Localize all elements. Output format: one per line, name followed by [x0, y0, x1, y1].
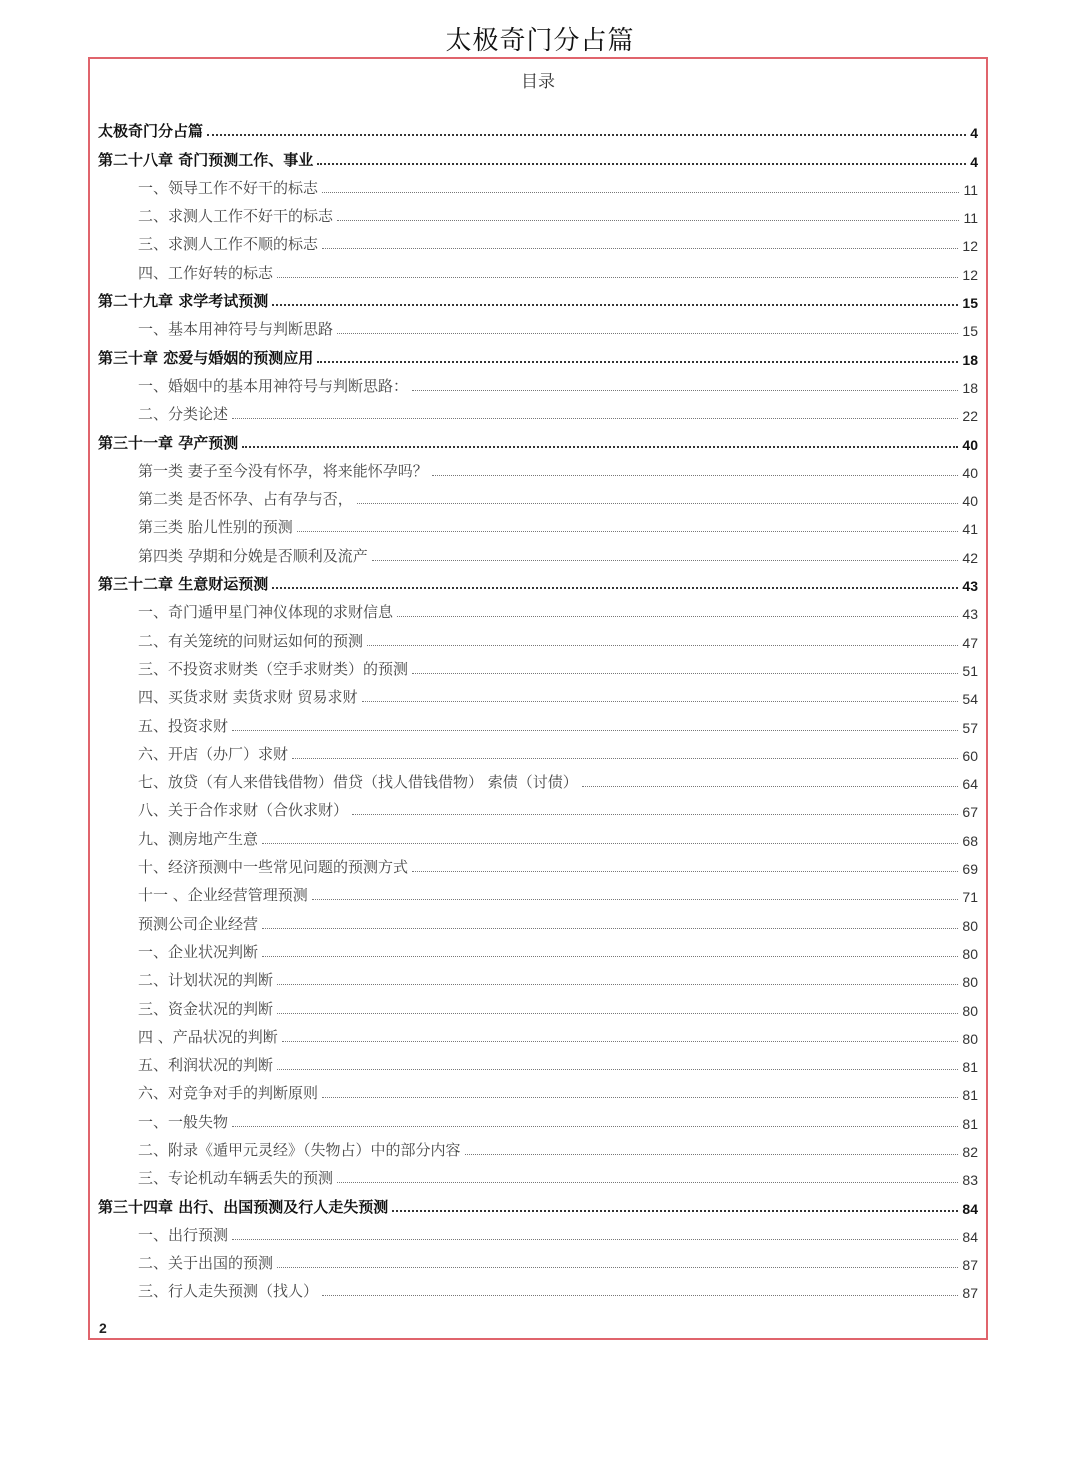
- toc-entry-label: 第二十九章 求学考试预测: [98, 292, 269, 311]
- toc-entry-label: 二、有关笼统的问财运如何的预测: [138, 631, 364, 650]
- toc-dot-leader: [292, 758, 958, 759]
- toc-entry-page: 22: [962, 408, 978, 425]
- toc-entry-page: 81: [962, 1115, 978, 1132]
- toc-section-entry[interactable]: [98, 1078, 978, 1106]
- toc-entry-label: 第三十章 恋爱与婚姻的预测应用: [98, 348, 314, 367]
- toc-dot-leader: [322, 1097, 958, 1098]
- toc-entry-page: 81: [962, 1087, 978, 1104]
- toc-entry-label: 四 、产品状况的判断: [138, 1027, 278, 1046]
- toc-dot-leader: [277, 1013, 958, 1014]
- toc-dot-leader: [465, 1154, 959, 1155]
- toc-entry-page: 82: [962, 1143, 978, 1160]
- toc-dot-leader: [242, 446, 958, 448]
- toc-chapter-entry[interactable]: [98, 342, 978, 370]
- toc-entry-label: 十、经济预测中一些常见问题的预测方式: [138, 858, 409, 877]
- toc-entry-label: 一、奇门遁甲星门神仪体现的求财信息: [138, 603, 394, 622]
- toc-section-entry[interactable]: [98, 654, 978, 682]
- toc-entry-page: 84: [962, 1228, 978, 1245]
- toc-dot-leader: [337, 220, 959, 221]
- toc-entry-label: 第二十八章 奇门预测工作、事业: [98, 150, 314, 169]
- toc-entry-page: 69: [962, 861, 978, 878]
- toc-entry-label: 十一 、企业经营管理预测: [138, 886, 308, 905]
- toc-entry-label: 四、买货求财 卖货求财 贸易求财: [138, 688, 358, 707]
- toc-section-entry[interactable]: [98, 540, 978, 568]
- toc-entry-label: 一、婚姻中的基本用神符号与判断思路：: [138, 376, 409, 395]
- toc-section-entry[interactable]: [98, 1163, 978, 1191]
- document-title: 太极奇门分占篇: [445, 26, 635, 56]
- toc-list: [98, 116, 978, 1304]
- toc-dot-leader: [397, 616, 958, 617]
- toc-entry-page: 80: [962, 917, 978, 934]
- toc-dot-leader: [412, 871, 958, 872]
- toc-dot-leader: [277, 1069, 958, 1070]
- toc-entry-page: 83: [962, 1172, 978, 1189]
- toc-entry-page: 12: [962, 266, 978, 283]
- toc-section-entry[interactable]: [98, 908, 978, 936]
- toc-chapter-entry[interactable]: [98, 116, 978, 144]
- toc-entry-label: 二、关于出国的预测: [138, 1254, 274, 1273]
- toc-dot-leader: [337, 1182, 958, 1183]
- toc-entry-page: 80: [962, 1030, 978, 1047]
- toc-entry-label: 一、企业状况判断: [138, 942, 259, 961]
- toc-entry-label: 第三十一章 孕产预测: [98, 433, 239, 452]
- toc-section-entry[interactable]: [98, 937, 978, 965]
- toc-entry-label: 第四类 孕期和分娩是否顺利及流产: [138, 546, 368, 565]
- toc-dot-leader: [362, 701, 959, 702]
- toc-entry-page: 4: [970, 153, 978, 170]
- toc-dot-leader: [207, 134, 966, 136]
- toc-entry-page: 40: [962, 436, 978, 453]
- toc-chapter-entry[interactable]: [98, 427, 978, 455]
- toc-entry-label: 八、关于合作求财（合伙求财）: [138, 801, 349, 820]
- toc-section-entry[interactable]: [98, 682, 978, 710]
- toc-entry-page: 81: [962, 1059, 978, 1076]
- toc-section-entry[interactable]: [98, 201, 978, 229]
- toc-dot-leader: [282, 1041, 959, 1042]
- toc-section-entry[interactable]: [98, 1276, 978, 1304]
- toc-dot-leader: [412, 390, 958, 391]
- toc-entry-label: 一、基本用神符号与判断思路: [138, 320, 334, 339]
- toc-dot-leader: [232, 730, 958, 731]
- toc-dot-leader: [232, 418, 958, 419]
- toc-dot-leader: [232, 1126, 958, 1127]
- toc-entry-label: 第三十四章 出行、出国预测及行人走失预测: [98, 1197, 389, 1216]
- toc-entry-page: 15: [962, 295, 978, 312]
- toc-dot-leader: [412, 673, 958, 674]
- toc-dot-leader: [277, 984, 958, 985]
- toc-section-entry[interactable]: [98, 314, 978, 342]
- toc-entry-label: 太极奇门分占篇: [98, 122, 204, 141]
- toc-entry-label: 预测公司企业经营: [138, 914, 259, 933]
- toc-section-entry[interactable]: [98, 456, 978, 484]
- toc-entry-page: 87: [962, 1285, 978, 1302]
- toc-dot-leader: [312, 899, 959, 900]
- toc-dot-leader: [262, 928, 958, 929]
- toc-entry-page: 11: [963, 181, 978, 198]
- toc-dot-leader: [232, 1239, 958, 1240]
- toc-section-entry[interactable]: [98, 852, 978, 880]
- toc-dot-leader: [297, 531, 959, 532]
- toc-entry-label: 六、开店（办厂）求财: [138, 744, 289, 763]
- toc-entry-label: 第一类 妻子至今没有怀孕，将来能怀孕吗？: [138, 461, 428, 480]
- toc-entry-label: 二、附录《遁甲元灵经》（失物占）中的部分内容: [138, 1140, 461, 1159]
- toc-entry-page: 47: [962, 634, 978, 651]
- toc-section-entry[interactable]: [98, 710, 978, 738]
- toc-dot-leader: [322, 248, 958, 249]
- toc-section-entry[interactable]: [98, 597, 978, 625]
- toc-entry-label: 五、利润状况的判断: [138, 1056, 274, 1075]
- toc-entry-page: 60: [962, 747, 978, 764]
- toc-dot-leader: [357, 503, 959, 504]
- toc-entry-label: 一、领导工作不好干的标志: [138, 178, 319, 197]
- toc-entry-page: 80: [962, 1002, 978, 1019]
- toc-section-entry[interactable]: [98, 1220, 978, 1248]
- toc-section-entry[interactable]: [98, 484, 978, 512]
- toc-section-entry[interactable]: [98, 1050, 978, 1078]
- toc-entry-page: 11: [963, 210, 978, 227]
- toc-entry-label: 九、测房地产生意: [138, 829, 259, 848]
- toc-dot-leader: [277, 1267, 958, 1268]
- toc-entry-page: 41: [962, 521, 978, 538]
- toc-entry-label: 三、专论机动车辆丢失的预测: [138, 1169, 334, 1188]
- toc-entry-page: 12: [962, 238, 978, 255]
- toc-chapter-entry[interactable]: [98, 144, 978, 172]
- toc-section-entry[interactable]: [98, 1135, 978, 1163]
- toc-entry-label: 第三十二章 生意财运预测: [98, 575, 269, 594]
- toc-dot-leader: [317, 163, 966, 165]
- toc-dot-leader: [582, 786, 959, 787]
- toc-section-entry[interactable]: [98, 399, 978, 427]
- toc-entry-page: 68: [962, 832, 978, 849]
- toc-entry-page: 71: [962, 889, 978, 906]
- toc-dot-leader: [432, 475, 959, 476]
- toc-entry-label: 第三类 胎儿性别的预测: [138, 518, 293, 537]
- toc-chapter-entry[interactable]: [98, 569, 978, 597]
- toc-dot-leader: [372, 560, 959, 561]
- toc-entry-page: 4: [970, 125, 978, 142]
- toc-entry-page: 42: [962, 549, 978, 566]
- toc-section-entry[interactable]: [98, 739, 978, 767]
- toc-entry-label: 四、工作好转的标志: [138, 263, 274, 282]
- toc-entry-label: 三、求测人工作不顺的标志: [138, 235, 319, 254]
- toc-entry-page: 54: [962, 691, 978, 708]
- toc-entry-page: 64: [962, 776, 978, 793]
- toc-dot-leader: [352, 814, 958, 815]
- toc-dot-leader: [262, 843, 958, 844]
- page-frame: [88, 57, 988, 1340]
- toc-entry-page: 80: [962, 945, 978, 962]
- toc-entry-label: 六、对竞争对手的判断原则: [138, 1084, 319, 1103]
- toc-section-entry[interactable]: [98, 880, 978, 908]
- toc-entry-page: 18: [962, 351, 978, 368]
- toc-entry-page: 43: [962, 606, 978, 623]
- toc-section-entry[interactable]: [98, 625, 978, 653]
- toc-dot-leader: [277, 277, 958, 278]
- toc-entry-label: 二、求测人工作不好干的标志: [138, 207, 334, 226]
- toc-section-entry[interactable]: [98, 173, 978, 201]
- toc-dot-leader: [322, 1295, 958, 1296]
- toc-entry-page: 43: [962, 578, 978, 595]
- toc-entry-page: 51: [962, 662, 978, 679]
- toc-entry-label: 一、出行预测: [138, 1225, 229, 1244]
- toc-entry-page: 18: [962, 379, 978, 396]
- toc-entry-label: 五、投资求财: [138, 716, 229, 735]
- toc-section-entry[interactable]: [98, 229, 978, 257]
- toc-dot-leader: [392, 1210, 958, 1212]
- toc-entry-page: 87: [962, 1257, 978, 1274]
- toc-section-entry[interactable]: [98, 1248, 978, 1276]
- toc-entry-page: 80: [962, 974, 978, 991]
- toc-chapter-entry[interactable]: [98, 1191, 978, 1219]
- toc-section-entry[interactable]: [98, 1022, 978, 1050]
- toc-heading: 目录: [521, 72, 555, 92]
- toc-section-entry[interactable]: [98, 993, 978, 1021]
- toc-entry-page: 84: [962, 1200, 978, 1217]
- toc-dot-leader: [272, 304, 958, 306]
- toc-entry-label: 三、行人走失预测（找人）: [138, 1282, 319, 1301]
- toc-dot-leader: [317, 361, 958, 363]
- toc-entry-page: 67: [962, 804, 978, 821]
- toc-entry-label: 第二类 是否怀孕、占有孕与否，: [138, 490, 353, 509]
- toc-dot-leader: [272, 587, 958, 589]
- toc-dot-leader: [337, 333, 958, 334]
- toc-entry-label: 二、计划状况的判断: [138, 971, 274, 990]
- toc-dot-leader: [262, 956, 958, 957]
- toc-entry-label: 三、资金状况的判断: [138, 999, 274, 1018]
- toc-entry-label: 二、分类论述: [138, 405, 229, 424]
- toc-dot-leader: [322, 192, 959, 193]
- toc-entry-label: 一、一般失物: [138, 1112, 229, 1131]
- toc-entry-label: 七、放贷（有人来借钱借物）借贷（找人借钱借物） 索债（讨债）: [138, 773, 578, 792]
- toc-section-entry[interactable]: [98, 257, 978, 285]
- toc-entry-page: 40: [962, 464, 978, 481]
- toc-entry-label: 三、不投资求财类（空手求财类）的预测: [138, 659, 409, 678]
- toc-dot-leader: [367, 645, 958, 646]
- toc-entry-page: 57: [962, 719, 978, 736]
- toc-section-entry[interactable]: [98, 1106, 978, 1134]
- toc-section-entry[interactable]: [98, 823, 978, 851]
- toc-section-entry[interactable]: [98, 767, 978, 795]
- toc-entry-page: 40: [962, 493, 978, 510]
- toc-entry-page: 15: [962, 323, 978, 340]
- page-number: 2: [99, 1320, 107, 1336]
- toc-section-entry[interactable]: [98, 512, 978, 540]
- toc-section-entry[interactable]: [98, 965, 978, 993]
- toc-chapter-entry[interactable]: [98, 286, 978, 314]
- toc-section-entry[interactable]: [98, 371, 978, 399]
- toc-section-entry[interactable]: [98, 795, 978, 823]
